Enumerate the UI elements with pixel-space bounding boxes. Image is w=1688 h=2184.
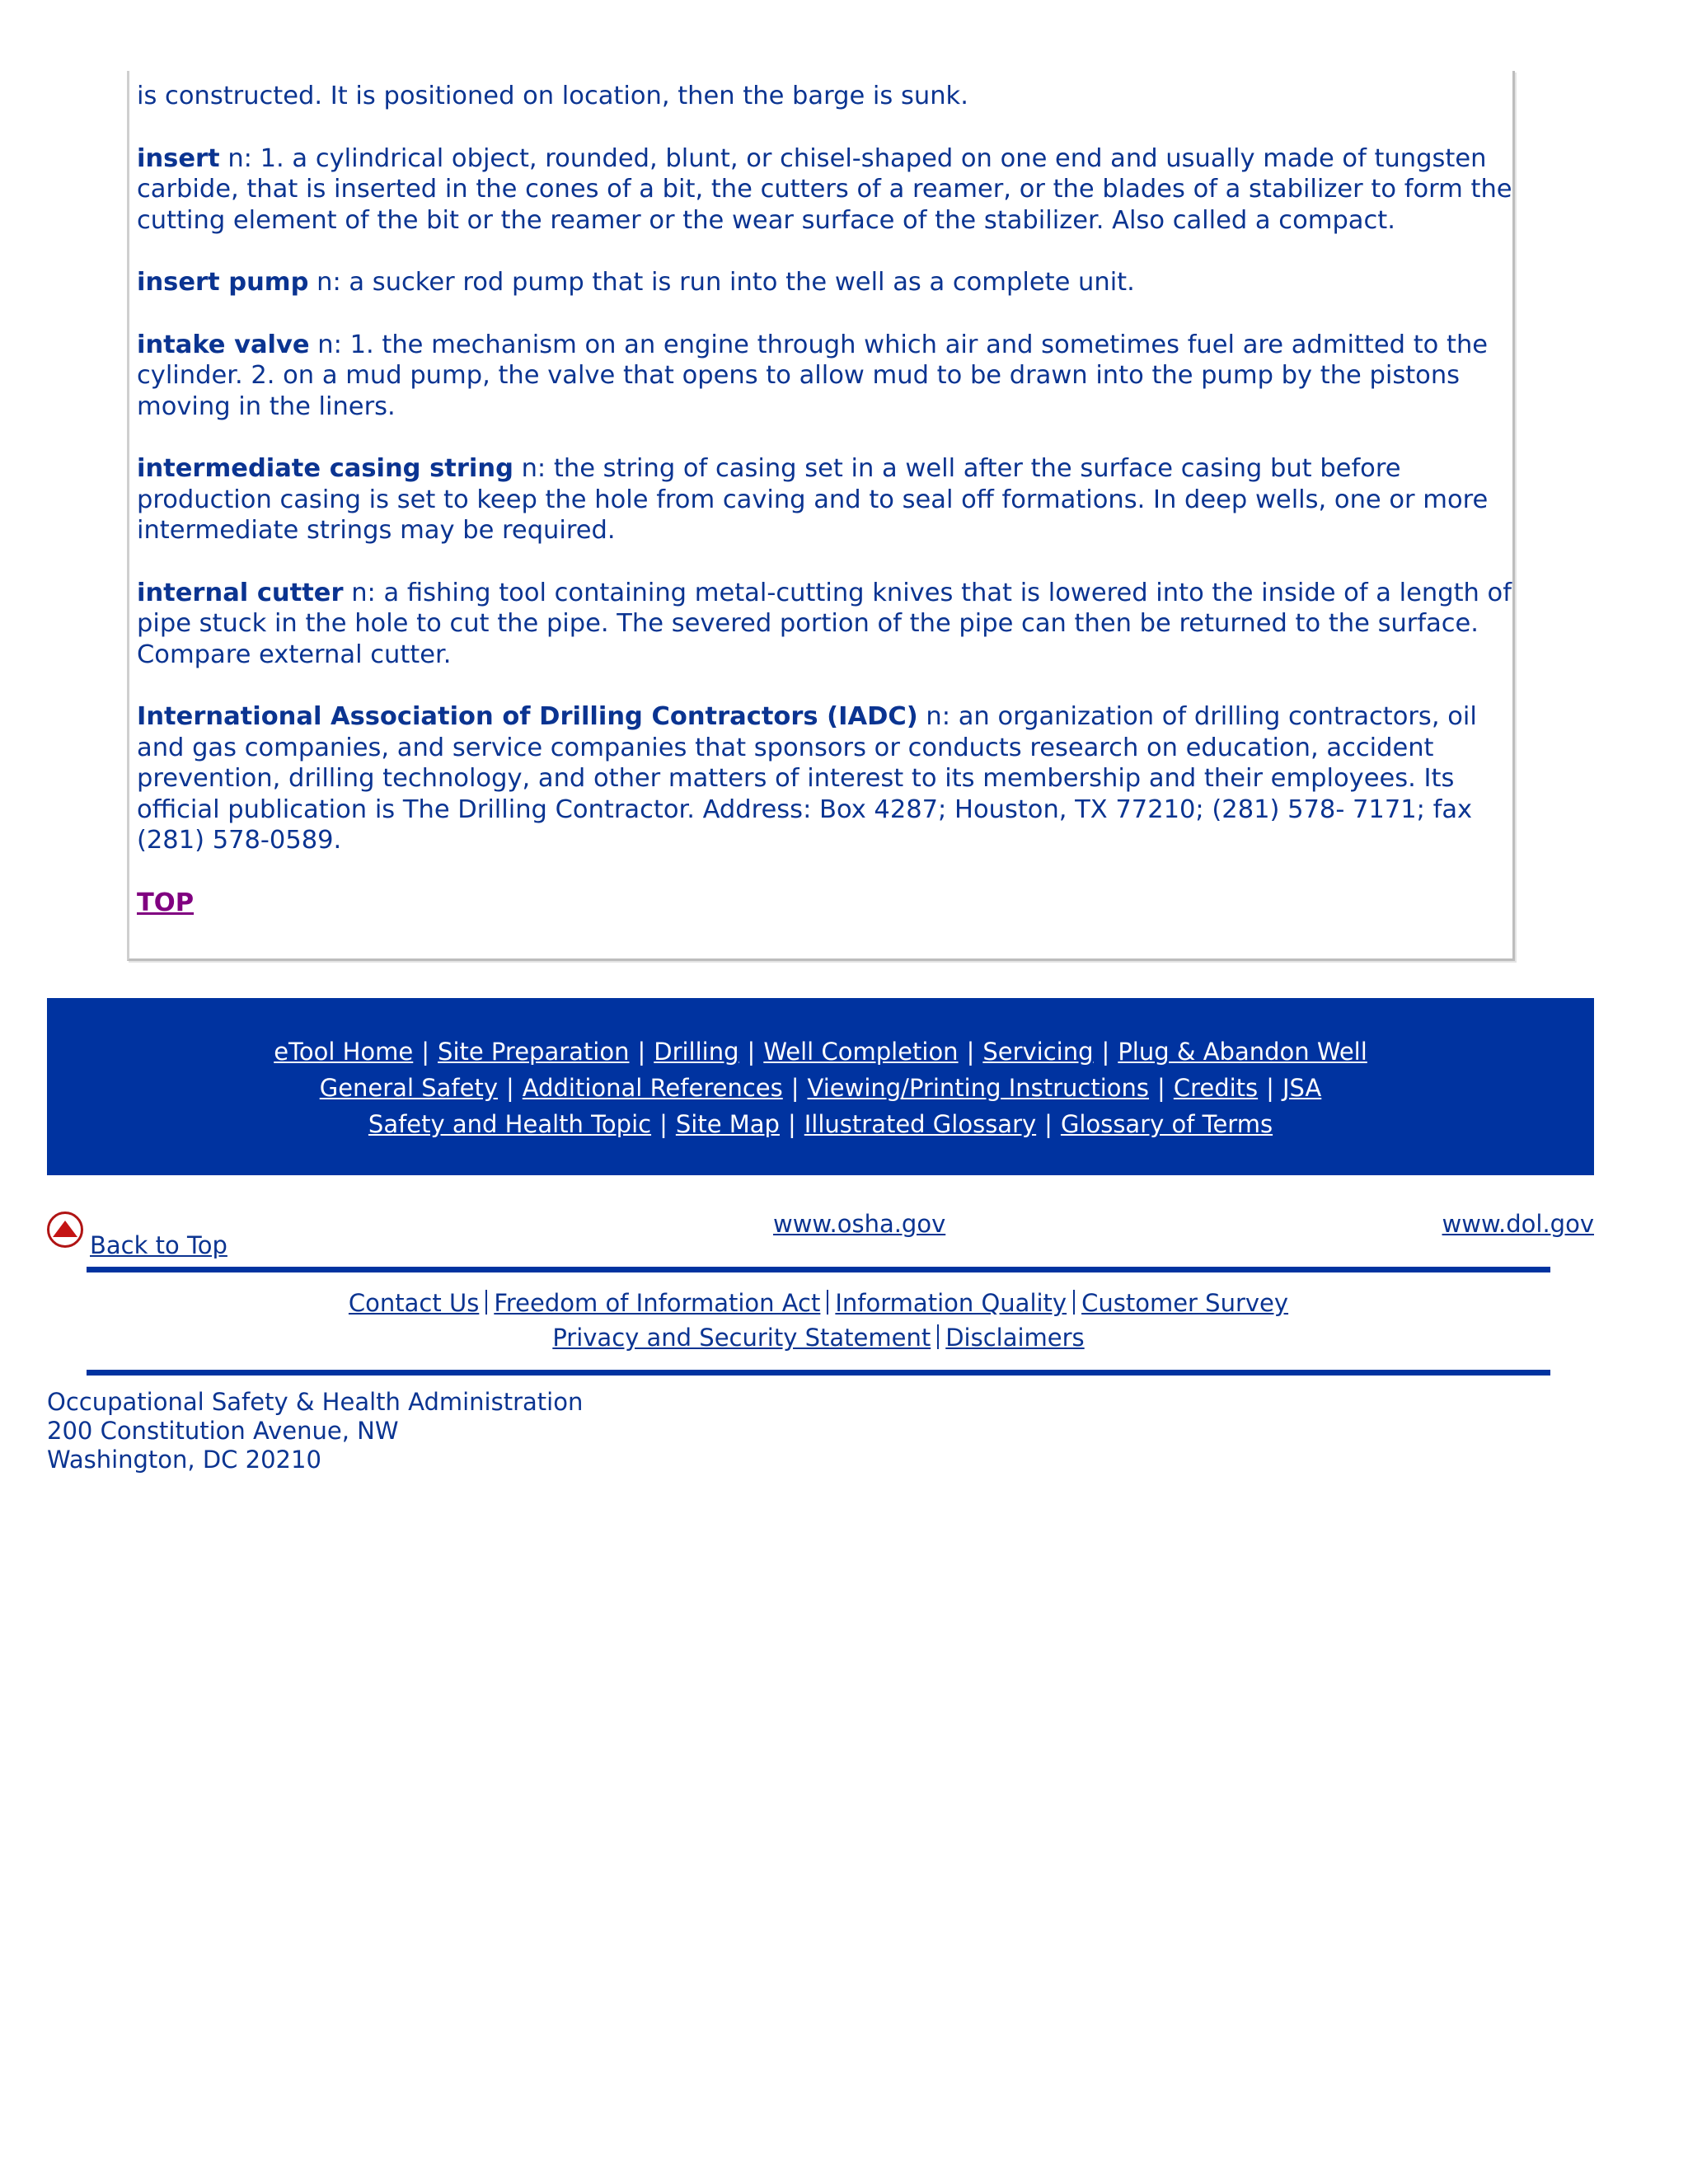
glossary-definition: n: the string of casing set in a well after the surface casing but before production casing is set to keep the hole from caving and to seal off formations. In deep wells, one or more intermediate strings may be required. bbox=[137, 454, 1489, 545]
glossary-definition: n: 1. the mechanism on an engine through which air and sometimes fuel are admitted to the cylinder. 2. on a mud pump, the valve that opens to allow mud to be drawn into the pump by the pistons moving in the liners. bbox=[137, 330, 1489, 421]
glossary-term: intake valve bbox=[137, 330, 310, 359]
disclaimers-link[interactable]: Disclaimers bbox=[945, 1324, 1085, 1352]
nav-link-drilling[interactable]: Drilling bbox=[654, 1038, 739, 1066]
nav-link-general-safety[interactable]: General Safety bbox=[319, 1074, 498, 1102]
nav-separator: | bbox=[1157, 1074, 1165, 1102]
glossary-term: insert bbox=[137, 143, 220, 173]
glossary-box bbox=[127, 71, 1515, 961]
nav-link-servicing[interactable]: Servicing bbox=[982, 1038, 1094, 1066]
nav-link-illustrated-glossary[interactable]: Illustrated Glossary bbox=[804, 1110, 1037, 1138]
glossary-entry bbox=[137, 267, 1513, 298]
address-line: Washington, DC 20210 bbox=[47, 1446, 321, 1474]
glossary-entry bbox=[137, 701, 1513, 856]
nav-separator: | bbox=[637, 1038, 646, 1066]
back-to-top-link[interactable]: Back to Top bbox=[90, 1231, 227, 1259]
top-link[interactable]: TOP bbox=[137, 888, 195, 917]
glossary-definition: n: an organization of drilling contractors, oil and gas companies, and service companies that sponsors or conducts research on education, accident prevention, drilling technology, and other matters of interest to its membership and their employees. Its official publication is The Drilling Contractor. Address: Box 4287; Houston, TX 77210; (281) 578- 7171; fax (281) 578-0589. bbox=[137, 702, 1477, 855]
back-to-top bbox=[47, 1212, 227, 1259]
glossary-term: International Association of Drilling Contractors (IADC) bbox=[137, 702, 918, 731]
glossary-term: internal cutter bbox=[137, 578, 344, 607]
arrow-up-circle-icon[interactable] bbox=[47, 1212, 83, 1248]
nav-separator: | bbox=[787, 1110, 796, 1138]
nav-link-glossary-of-terms[interactable]: Glossary of Terms bbox=[1060, 1110, 1273, 1138]
footer-divider bbox=[87, 1267, 1550, 1272]
link-divider bbox=[827, 1290, 828, 1315]
privacy-security-link[interactable]: Privacy and Security Statement bbox=[552, 1324, 931, 1352]
osha-gov-link[interactable]: www.osha.gov bbox=[773, 1210, 946, 1238]
address-line: 200 Constitution Avenue, NW bbox=[47, 1417, 399, 1445]
nav-row bbox=[47, 1106, 1594, 1142]
nav-link-jsa[interactable]: JSA bbox=[1282, 1074, 1322, 1102]
footer-links bbox=[87, 1286, 1550, 1355]
link-divider bbox=[485, 1290, 487, 1315]
glossary-term: intermediate casing string bbox=[137, 454, 513, 483]
contact-us-link[interactable]: Contact Us bbox=[348, 1289, 480, 1317]
nav-separator: | bbox=[1101, 1038, 1110, 1066]
glossary-entry bbox=[137, 453, 1513, 546]
nav-link-site-preparation[interactable]: Site Preparation bbox=[438, 1038, 630, 1066]
nav-link-additional-references[interactable]: Additional References bbox=[522, 1074, 783, 1102]
footer-links-row bbox=[87, 1320, 1550, 1355]
nav-separator: | bbox=[421, 1038, 430, 1066]
glossary-content bbox=[137, 81, 1513, 918]
glossary-entry bbox=[137, 578, 1513, 671]
customer-survey-link[interactable]: Customer Survey bbox=[1081, 1289, 1289, 1317]
dol-gov-link[interactable]: www.dol.gov bbox=[1442, 1210, 1594, 1238]
nav-separator: | bbox=[1044, 1110, 1053, 1138]
glossary-entry bbox=[137, 330, 1513, 423]
glossary-entry bbox=[137, 143, 1513, 237]
glossary-continuation: is constructed. It is positioned on location, then the barge is sunk. bbox=[137, 82, 968, 110]
footer-links-row bbox=[87, 1286, 1550, 1320]
agency-address bbox=[47, 1388, 583, 1474]
nav-separator: | bbox=[1266, 1074, 1274, 1102]
glossary-definition: n: 1. a cylindrical object, rounded, blunt, or chisel-shaped on one end and usually made of tungsten carbide, that is inserted in the cones of a bit, the cutters of a reamer, or the blades of a stabilizer to form the cutting element of the bit or the reamer or the wear surface of the stabilizer. Also called a compact. bbox=[137, 143, 1512, 235]
nav-link-plug-abandon-well[interactable]: Plug & Abandon Well bbox=[1118, 1038, 1367, 1066]
nav-row bbox=[47, 1070, 1594, 1106]
etool-nav-band bbox=[47, 998, 1594, 1175]
nav-link-credits[interactable]: Credits bbox=[1173, 1074, 1259, 1102]
link-divider bbox=[937, 1324, 939, 1349]
nav-link-well-completion[interactable]: Well Completion bbox=[763, 1038, 959, 1066]
nav-link-viewing-printing-instructions[interactable]: Viewing/Printing Instructions bbox=[807, 1074, 1150, 1102]
nav-link-etool-home[interactable]: eTool Home bbox=[274, 1038, 414, 1066]
address-line: Occupational Safety & Health Administration bbox=[47, 1388, 584, 1416]
nav-row bbox=[47, 1033, 1594, 1070]
nav-separator: | bbox=[966, 1038, 975, 1066]
nav-separator: | bbox=[790, 1074, 799, 1102]
nav-link-site-map[interactable]: Site Map bbox=[675, 1110, 780, 1138]
nav-separator: | bbox=[659, 1110, 668, 1138]
nav-separator: | bbox=[506, 1074, 514, 1102]
glossary-term: insert pump bbox=[137, 268, 309, 297]
glossary-definition: n: a fishing tool containing metal-cutting knives that is lowered into the inside of a length of pipe stuck in the hole to cut the pipe. The severed portion of the pipe can then be returned to the surface. Compare external cutter. bbox=[137, 578, 1512, 669]
foia-link[interactable]: Freedom of Information Act bbox=[494, 1289, 821, 1317]
information-quality-link[interactable]: Information Quality bbox=[835, 1289, 1067, 1317]
footer-divider bbox=[87, 1370, 1550, 1376]
link-divider bbox=[1073, 1290, 1075, 1315]
glossary-definition: n: a sucker rod pump that is run into the well as a complete unit. bbox=[308, 268, 1135, 297]
nav-link-safety-health-topic[interactable]: Safety and Health Topic bbox=[368, 1110, 652, 1138]
nav-separator: | bbox=[747, 1038, 756, 1066]
